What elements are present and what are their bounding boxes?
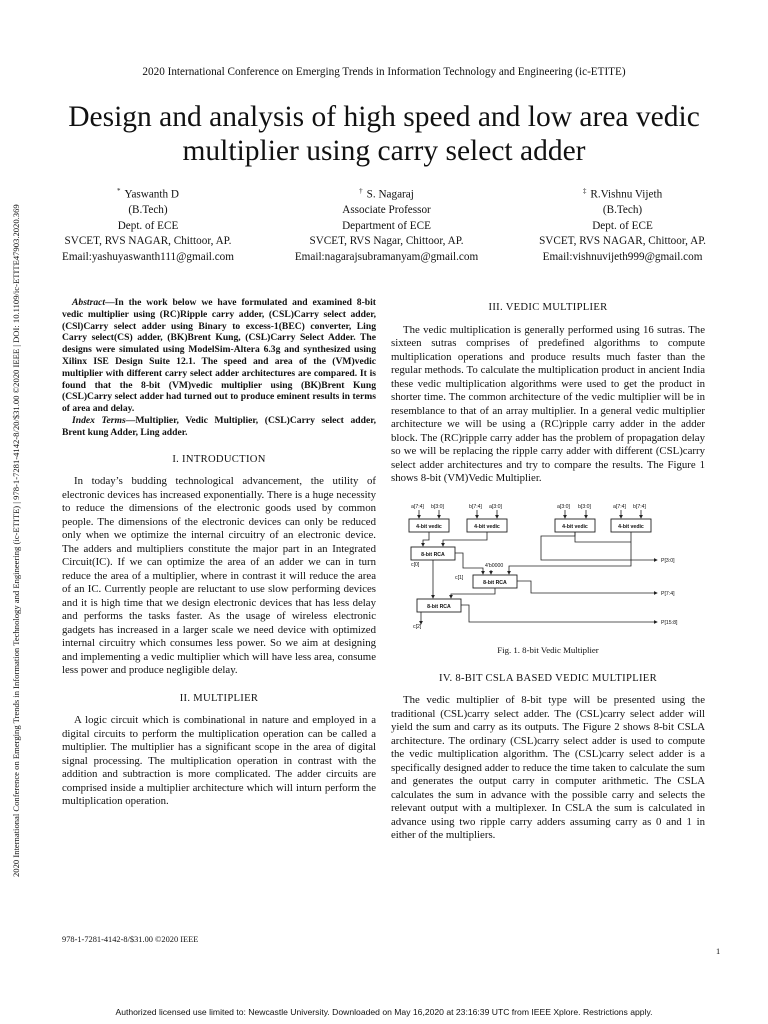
author-degree: (B.Tech) — [128, 204, 168, 217]
author-email: Email:vishnuvijeth999@gmail.com — [542, 250, 703, 263]
input-label: a[3:0] — [557, 503, 570, 510]
author-name: Yaswanth D — [124, 188, 179, 201]
block-label: 4-bit vedic — [562, 523, 588, 530]
author-1 — [62, 184, 234, 265]
paper-title: Design and analysis of high speed and low area vedic multiplier using carry select adder — [68, 101, 700, 167]
author-block — [62, 184, 706, 265]
input-label: a[7:4] — [411, 503, 424, 510]
input-label: b[3:0] — [431, 503, 444, 510]
section-heading-multiplier: II. MULTIPLIER — [179, 692, 259, 704]
input-label: b[3:0] — [578, 503, 591, 510]
output-label: P[15:8] — [661, 619, 678, 626]
page-number: 1 — [716, 947, 721, 956]
side-margin-text: 2020 International Conference on Emerging Trends in Information Technology and Engineering (ic-ETITE) | 978-1-7281-4142-8/20/$31.00 ©2020 IEEE | DOI: 10.1109/ic-ETITE47903.2020.369 — [11, 204, 21, 877]
block-label: 8-bit RCA — [483, 579, 507, 586]
wire-label: c[0] — [411, 561, 420, 568]
left-column — [62, 297, 376, 809]
block-label: 4-bit vedic — [618, 523, 644, 530]
author-dept: Dept. of ECE — [117, 219, 179, 232]
block-label: 4-bit vedic — [416, 523, 442, 530]
author-position: Associate Professor — [342, 204, 431, 217]
conference-header: 2020 International Conference on Emerging Trends in Information Technology and Engineering (ic-ETITE) — [142, 66, 626, 78]
abstract-text: —In the work below we have formulated and examined 8-bit vedic multiplier using (RC)Ripple carry adder, (CSL)Carry select adder, (CSl)Carry select adder using Binary to excess-1(BEC) converter, Ling Carry select(CS) adder, (BK)Brent Kung, (CSL)Carry Select Adder. The designs were simulated using ModelSim-Altera 6.3g and synthesized using Xilinx ISE Design Suite 12.1. The speed and area of the (VM)vedic multiplier with different carry select adder architectures are compared. It is found that the 8-bit (VM)vedic multiplier using (BK)Brent Kung (CSL)Carry select adder had turned out to produce eminent results in terms of area and delay. — [62, 297, 376, 415]
vedic-multiplier-text: The vedic multiplication is generally performed using 16 sutras. The sixteen sutras comprises of predefined algorithms to compute multiplication operations and produce results much faster than the regular methods. To calculate the multiplication product in ancient India these vedic multiplication algorithms were used to get the product in shorter time. The common architecture of the vedic multiplier will be in resemblance to that of an array multiplier. In a general vedic multiplier architecture we will be using a (RC)ripple carry adder in the adder block. The (RC)ripple carry adder has the problem of propagation delay so we will be replacing the ripple carry adder with different (CSL)carry select adder architectures and try to compare the results. The Figure 1 shows 8-bit (VM)Vedic Multiplier. — [391, 323, 705, 484]
author-dept: Dept. of ECE — [592, 219, 653, 232]
author-email: Email:yashuyaswanth111@gmail.com — [62, 250, 234, 263]
footer-isbn: 978-1-7281-4142-8/$31.00 ©2020 IEEE — [62, 935, 199, 944]
index-terms — [62, 415, 376, 439]
author-email: Email:nagarajsubramanyam@gmail.com — [294, 250, 479, 263]
author-affiliation: SVCET, RVS NAGAR, Chittoor, AP. — [539, 235, 706, 248]
input-label: b[7:4] — [633, 503, 646, 510]
index-terms-label: Index Terms — [72, 414, 126, 426]
index-terms-text: —Multiplier, Vedic Multiplier, (CSL)Carry select adder, Brent kung Adder, Ling adder. — [62, 414, 376, 438]
author-mark: * — [116, 187, 121, 195]
input-label: a[7:4] — [613, 503, 626, 510]
license-notice: Authorized licensed use limited to: Newcastle University. Downloaded on May 16,2020 at 23:16:39 UTC from IEEE Xplore. Restrictions apply. — [115, 1007, 653, 1017]
csla-text: The vedic multiplier of 8-bit type will be presented using the traditional (CSL)carry select adder. The (CSL)carry select adder will yield the sum and carry as its outputs. The Figure 2 shows 8-bit CSLA architecture. The ordinary (CSL)carry select adder is used to compute the vedic multiplication algorithm. The (CSL)carry select adder is a specifically designed adder to reduce the time taken to calculate the sum and generates the output carry in computer arithmetic. The CSLA calculates the sum in advance with the possible carry and selects the relevant output with a multiplexer. In CSLA the sum is calculated in advance using two ripple carry adders assuming carry as 0 and 1 in either of the multipliers. — [391, 694, 705, 841]
author-degree: (B.Tech) — [602, 204, 643, 217]
right-column — [391, 297, 705, 843]
figure-caption: Fig. 1. 8-bit Vedic Multiplier — [497, 645, 599, 655]
section-heading-introduction: I. INTRODUCTION — [172, 453, 266, 465]
multiplier-text: A logic circuit which is combinational in nature and employed in a digital circuits to perform the multiplication operation can be called a multiplier. The multiplier has a significant scope in the area of digital signal processing. The multiplication operation in contrast with the addition and subtraction is more complicated. The adder circuits are comprised inside a multiplier architecture which will inturn perform the multiplication operation. — [62, 714, 376, 808]
wire-label: c[1] — [455, 574, 464, 581]
block-label: 8-bit RCA — [427, 603, 451, 610]
wire-label: 4'b0000 — [485, 562, 504, 569]
author-2 — [295, 184, 478, 265]
output-label: P[7:4] — [661, 590, 675, 597]
introduction-text: In today’s budding technological advancement, the utility of electronic devices has increased exponentially. There is a huge necessity to reduce the dimensions of the electronic goods used by common people. The dimensions of the electronic devices can only be reduced only when we optimize the internal circuitry of an electronic device. The adders and multipliers constitute the major part in an Integrated Circuit(IC). If we can optimize the area of an adder we can in turn reduce the area of a multiplier, where in contrast it will reduce the area of an IC. Currently people are reluctant to use slow performing devices and it is high time that we design electronic devices that has less delay and performs the tasks faster. As the usage of wireless electronic gadgets has increased in a larger scale we need device with optimized internal circuitry which consumes less power. So we aim at designing and implementing a vedic multiplier which will have less area, consume less power and produce negligible delay. — [62, 475, 376, 677]
section-heading-csla: IV. 8-BIT CSLA BASED VEDIC MULTIPLIER — [439, 672, 657, 684]
wire-label: c[2] — [413, 623, 422, 630]
author-name: S. Nagaraj — [366, 188, 414, 201]
author-name: R.Vishnu Vijeth — [590, 188, 663, 201]
output-label: P[3:0] — [661, 557, 675, 564]
input-label: a[3:0] — [489, 503, 502, 510]
input-label: b[7:4] — [469, 503, 482, 510]
author-dept: Department of ECE — [342, 219, 431, 232]
figure-vedic-multiplier-diagram — [391, 500, 705, 636]
author-mark: † — [359, 187, 363, 195]
author-affiliation: SVCET, RVS Nagar, Chittoor, AP. — [309, 235, 464, 248]
author-3 — [539, 184, 706, 265]
abstract-label: Abstract — [72, 297, 106, 308]
author-mark: ‡ — [582, 187, 587, 195]
block-label: 4-bit vedic — [474, 523, 500, 530]
abstract — [62, 297, 376, 415]
block-label: 8-bit RCA — [421, 551, 445, 558]
author-affiliation: SVCET, RVS NAGAR, Chittoor, AP. — [64, 235, 232, 248]
section-heading-vedic-multiplier: III. VEDIC MULTIPLIER — [488, 302, 608, 313]
